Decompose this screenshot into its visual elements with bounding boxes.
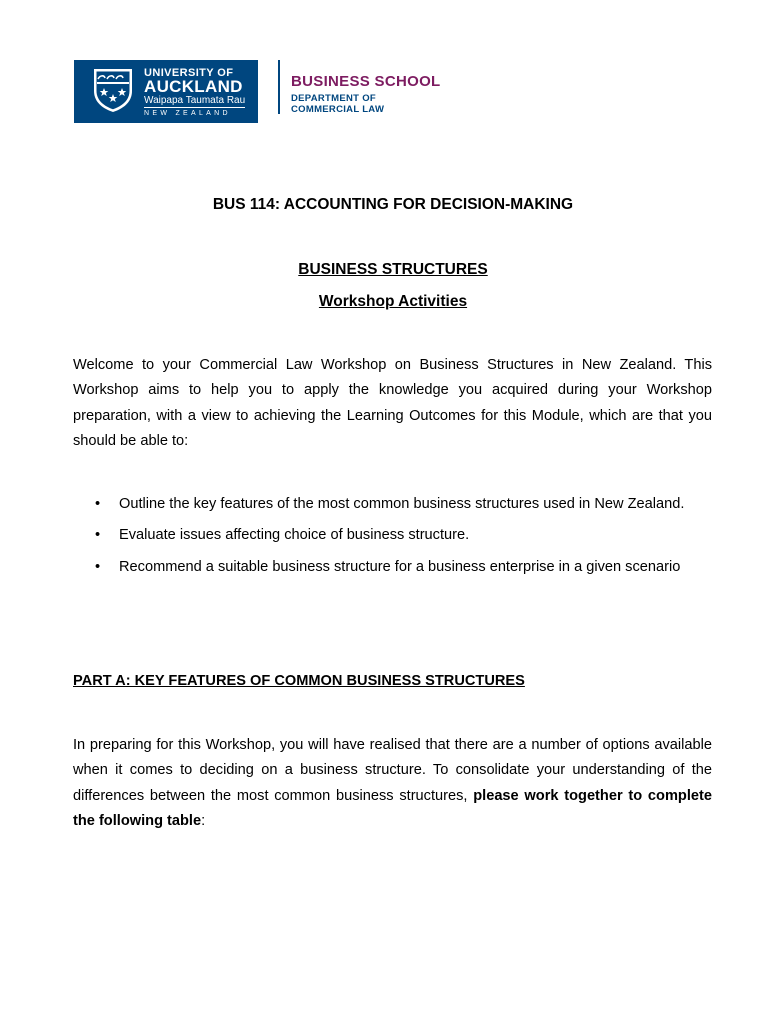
section-subheading: Workshop Activities	[318, 293, 468, 310]
course-title: BUS 114: ACCOUNTING FOR DECISION-MAKING	[212, 196, 574, 213]
university-line-4: NEW ZEALAND	[144, 107, 245, 119]
part-a-paragraph	[73, 733, 712, 834]
learning-outcomes-list	[73, 492, 712, 586]
list-item	[73, 492, 712, 517]
part-a-end: :	[201, 812, 206, 829]
intro-paragraph: Welcome to your Commercial Law Workshop on Business Structures in New Zealand. This Workshop aims to help you to apply the knowledge you acquired during your Workshop preparation, with a view to achieving the Learning Outcomes for this Module, which are that you should be able to:	[73, 357, 712, 449]
university-crest-icon	[92, 67, 134, 113]
part-a-text: In preparing for this Workshop, you will have realised that there are a number of options available when it comes to deciding on a business structure. To consolidate your understanding of the differences between the most common business structures,	[73, 737, 712, 804]
section-heading: BUSINESS STRUCTURES	[298, 261, 488, 278]
header-divider	[278, 60, 280, 114]
list-item	[73, 523, 712, 548]
university-line-2: AUCKLAND	[144, 77, 243, 96]
part-a-heading: PART A: KEY FEATURES OF COMMON BUSINESS STRUCTURES	[73, 673, 525, 689]
list-item-text: Recommend a suitable business structure for a business enterprise in a given scenario	[119, 558, 681, 575]
bullet-icon: •	[95, 527, 101, 544]
department-line-2: COMMERCIAL LAW	[291, 104, 385, 115]
document-header	[74, 60, 494, 123]
school-name: BUSINESS SCHOOL	[291, 73, 441, 90]
university-line-3: Waipapa Taumata Rau	[144, 95, 246, 106]
list-item-text: Outline the key features of the most common business structures used in New Zealand.	[119, 496, 685, 512]
department-line-1: DEPARTMENT OF	[291, 93, 376, 104]
university-line-1: UNIVERSITY OF	[144, 67, 234, 79]
list-item	[73, 555, 712, 580]
bullet-icon: •	[95, 558, 101, 575]
part-a-instruction: please work together to complete the following table	[73, 787, 712, 829]
list-item-text: Evaluate issues affecting choice of business structure.	[119, 527, 470, 544]
bullet-icon: •	[95, 496, 101, 512]
university-logo	[74, 60, 258, 123]
